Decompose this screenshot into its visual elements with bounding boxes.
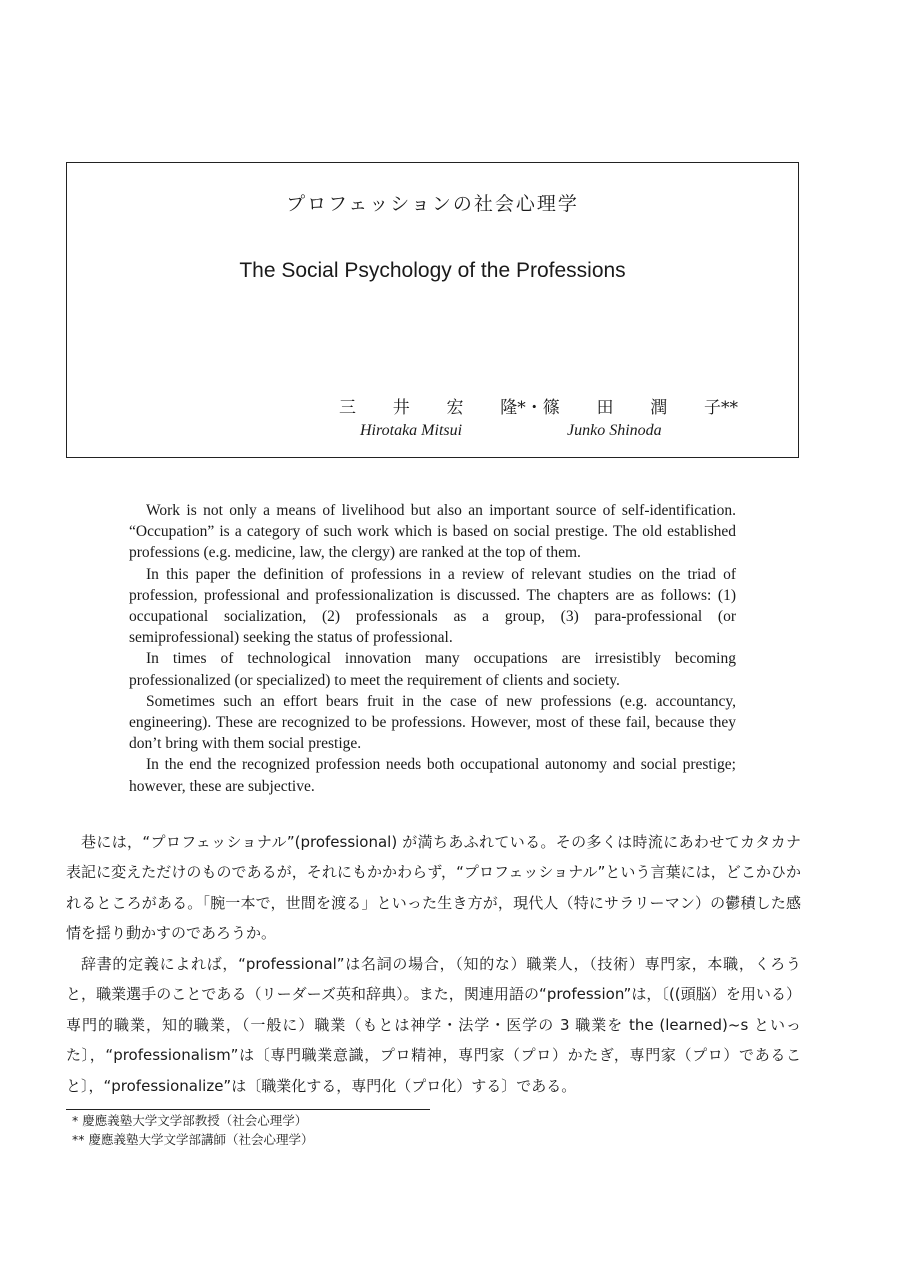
abstract-paragraph: In this paper the definition of professions in a review of relevant studies on the triad of profession, professional and professionalization is discussed. The chapters are as follows: (1) occupational socialization, (2) professionals as a group, (3) para-professional (or semiprofessional) seeking the status of professional. <box>129 565 736 647</box>
abstract-paragraph: Sometimes such an effort bears fruit in the case of new professions (e.g. accountancy, engineering). These are recognized to be professions. However, most of these fail, because they don’t bring with them social prestige. <box>129 692 736 753</box>
author-char: 隆*・篠 <box>500 398 560 418</box>
abstract-paragraph: Work is not only a means of livelihood but also an important source of self-identification. “Occupation” is a category of such work which is based on social prestige. The old established professions (e.g. medicine, law, the clergy) are ranked at the top of them. <box>129 502 736 562</box>
author-char: 井 <box>392 398 410 418</box>
footnote-2: ** 慶應義塾大学文学部講師（社会心理学） <box>72 1132 314 1148</box>
author-char: 三 <box>339 398 356 418</box>
author-char: 潤 <box>650 398 668 418</box>
title-japanese: プロフェッションの社会心理学 <box>286 193 579 215</box>
abstract <box>129 500 736 797</box>
body-paragraph: 巷には，“プロフェッショナル”(professional) が満ちあふれている。その多くは時流にあわせてカタカナ表記に変えただけのものであるが，それにもかかわらず，“プロフェッショナル”という言葉には，どこかひかれるところがある。「腕一本で，世間を渡る」といった生き方が，現代人（特にサラリーマン）の鬱積した感情を揺り動かすのであろうか。 <box>66 832 801 943</box>
body-paragraph: 辞書的定義によれば，“professional”は名詞の場合，（知的な）職業人，（技術）専門家，本職，くろうと，職業選手のことである（リーダーズ英和辞典）。また，関連用語の“profession”は，〔((頭脳）を用いる）専門的職業，知的職業，（一般に）職業（もとは神学・法学・医学の 3 職業を the (learned)~s といった〕，“professionalism”は〔専門職業意識，プロ精神，専門家（プロ）かたぎ，専門家（プロ）であること〕，“professionalize”は〔職業化する，専門化（プロ化）する〕である。 <box>66 954 801 1095</box>
author-en-2: Junko Shinoda <box>567 422 662 439</box>
author-en-1: Hirotaka Mitsui <box>360 422 463 439</box>
abstract-paragraph: In the end the recognized profession needs both occupational autonomy and social prestige; however, these are subjective. <box>129 756 736 795</box>
abstract-paragraph: In times of technological innovation many occupations are irresistibly becoming professionalized (or specialized) to meet the requirement of clients and society. <box>129 650 736 689</box>
title-english: The Social Psychology of the Professions <box>239 259 626 282</box>
footnote-1: * 慶應義塾大学文学部教授（社会心理学） <box>72 1113 308 1129</box>
author-char: 宏 <box>446 398 464 418</box>
body-text <box>66 827 801 1102</box>
footnote-divider <box>66 1109 430 1110</box>
author-char: 子** <box>704 398 738 418</box>
author-char: 田 <box>596 398 614 418</box>
